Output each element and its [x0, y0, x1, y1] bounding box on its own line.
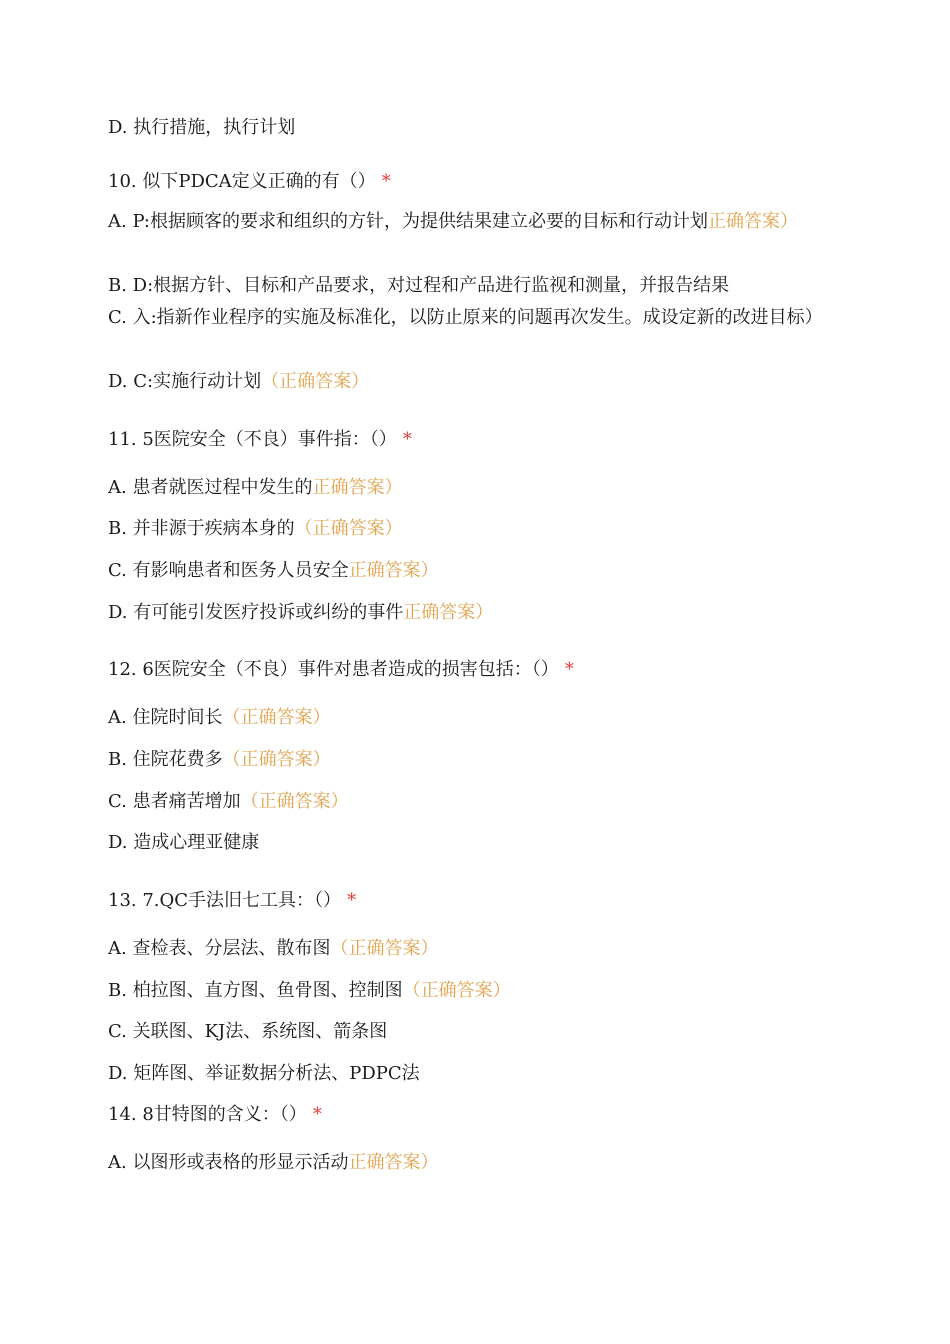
option-line [108, 1147, 838, 1179]
required-star: * [312, 1104, 322, 1125]
question-text: 10. 似下PDCA定义正确的有（） [108, 171, 376, 192]
option-line [108, 827, 838, 859]
option-text: C. 患者痛苦增加 [108, 791, 241, 812]
option-text: B. 柏拉图、直方图、鱼骨图、控制图 [108, 980, 403, 1001]
question-text: 14. 8甘特图的含义：（） [108, 1104, 307, 1125]
option-line [108, 513, 838, 545]
option-text: D. C:实施行动计划 [108, 371, 262, 392]
correct-answer-label: 正确答案） [403, 602, 494, 623]
option-text: C. 关联图、KJ法、系统图、箭条图 [108, 1021, 388, 1042]
question-text: 12. 6医院安全（不良）事件对患者造成的损害包括：（） [108, 659, 559, 680]
option-line [108, 555, 838, 587]
option-line [108, 112, 838, 144]
option-text: D. 造成心理亚健康 [108, 832, 260, 853]
option-line [108, 270, 838, 302]
correct-answer-label: （正确答案） [240, 791, 349, 812]
option-text: A. 患者就医过程中发生的 [108, 477, 313, 498]
option-line [108, 1058, 838, 1090]
option-text: D. 执行措施，执行计划 [108, 117, 296, 138]
required-star: * [564, 659, 574, 680]
correct-answer-label: （正确答案） [261, 371, 370, 392]
correct-answer-label: （正确答案） [222, 707, 331, 728]
option-text: A. 查检表、分层法、散布图 [108, 938, 331, 959]
question-line [108, 1099, 838, 1131]
option-line [108, 975, 838, 1007]
option-line [108, 302, 838, 334]
required-star: * [402, 429, 412, 450]
correct-answer-label: （正确答案） [294, 518, 403, 539]
option-line [108, 786, 838, 818]
question-line [108, 654, 838, 686]
option-text: C. 有影响患者和医务人员安全 [108, 560, 349, 581]
option-line [108, 597, 838, 629]
correct-answer-label: 正确答案） [348, 560, 439, 581]
question-line [108, 885, 838, 917]
option-text: A. 住院时间长 [108, 707, 223, 728]
correct-answer-label: （正确答案） [402, 980, 511, 1001]
question-line [108, 424, 838, 456]
option-line [108, 366, 838, 398]
required-star: * [381, 171, 391, 192]
option-text: A. P:根据顾客的要求和组织的方针，为提供结果建立必要的目标和行动计划 [108, 211, 708, 232]
option-text: D. 有可能引发医疗投诉或纠纷的事件 [108, 602, 404, 623]
option-text: D. 矩阵图、举证数据分析法、PDPC法 [108, 1063, 420, 1084]
question-line [108, 166, 838, 198]
option-line [108, 472, 838, 504]
correct-answer-label: 正确答案） [707, 211, 798, 232]
option-text: C. 入:指新作业程序的实施及标准化，以防止原来的问题再次发生。成设定新的改进目标） [108, 307, 823, 328]
correct-answer-label: 正确答案） [312, 477, 403, 498]
question-text: 13. 7.QC手法旧七工具：（） [108, 890, 342, 911]
option-text: A. 以图形或表格的形显示活动 [108, 1152, 349, 1173]
correct-answer-label: （正确答案） [222, 749, 331, 770]
option-line [108, 206, 838, 238]
correct-answer-label: 正确答案） [348, 1152, 439, 1173]
correct-answer-label: （正确答案） [330, 938, 439, 959]
question-text: 11. 5医院安全（不良）事件指：（） [108, 429, 397, 450]
option-line [108, 702, 838, 734]
option-line [108, 1016, 838, 1048]
option-line [108, 744, 838, 776]
option-line [108, 933, 838, 965]
option-text: B. D:根据方针、目标和产品要求，对过程和产品进行监视和测量，并报告结果 [108, 275, 730, 296]
option-text: B. 住院花费多 [108, 749, 223, 770]
option-text: B. 并非源于疾病本身的 [108, 518, 295, 539]
required-star: * [347, 890, 357, 911]
